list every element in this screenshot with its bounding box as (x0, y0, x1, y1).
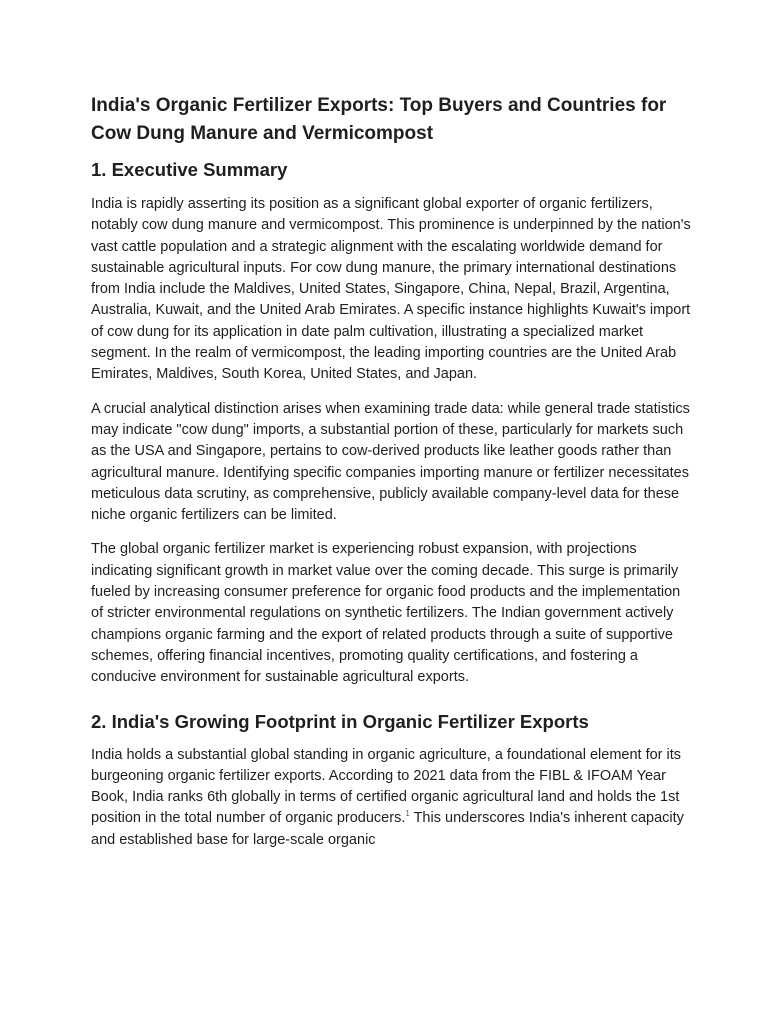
document-title: India's Organic Fertilizer Exports: Top Buyers and Countries for Cow Dung Manure and Vermicompost (91, 95, 667, 144)
document-page (91, 92, 691, 864)
paragraph: India is rapidly asserting its position as a significant global exporter of organic fertilizers, notably cow dung manure and vermicompost. This prominence is underpinned by the nation's vast cattle population and a strategic alignment with the escalating worldwide demand for sustainable agricultural inputs. For cow dung manure, the primary international destinations from India include the Maldives, United States, Singapore, China, Nepal, Brazil, Argentina, Australia, Kuwait, and the United Arab Emirates. A specific instance highlights Kuwait's import of cow dung for its application in date palm cultivation, illustrating a specialized market segment. In the realm of vermicompost, the leading importing countries are the United Arab Emirates, Maldives, South Korea, United States, and Japan. (91, 196, 691, 383)
paragraph-text: India holds a substantial global standing in organic agriculture, a foundational element for its burgeoning organic fertilizer exports. According to 2021 data from the FIBL & IFOAM Year Book, India ranks 6th globally in terms of certified organic agricultural land and holds the 1st position in the total number of organic producers. (91, 746, 682, 827)
section-heading-growing-footprint: 2. India's Growing Footprint in Organic Fertilizer Exports (91, 710, 589, 732)
paragraph: The global organic fertilizer market is experiencing robust expansion, with projections indicating significant growth in market value over the coming decade. This surge is primarily fueled by increasing consumer preference for organic food products and the implementation of stricter environmental regulations on synthetic fertilizers. The Indian government actively champions organic farming and the export of related products through a suite of supportive schemes, offering financial incentives, promoting quality certifications, and fostering a conducive environment for sustainable agricultural exports. (91, 541, 681, 686)
footnote-marker[interactable]: 1 (405, 809, 410, 819)
paragraph (91, 745, 691, 851)
paragraph: A crucial analytical distinction arises when examining trade data: while general trade statistics may indicate "cow dung" imports, a substantial portion of these, particularly for markets such as the USA and Singapore, pertains to cow-derived products like leather goods rather than agricultural manure. Identifying specific companies importing manure or fertilizer necessitates meticulous data scrutiny, as comprehensive, publicly available company-level data for these niche organic fertilizers can be limited. (91, 400, 690, 524)
section-heading-executive-summary: 1. Executive Summary (91, 159, 288, 180)
paragraph-text: This underscores India's inherent capacity and established base for large-scale organic (91, 810, 684, 848)
